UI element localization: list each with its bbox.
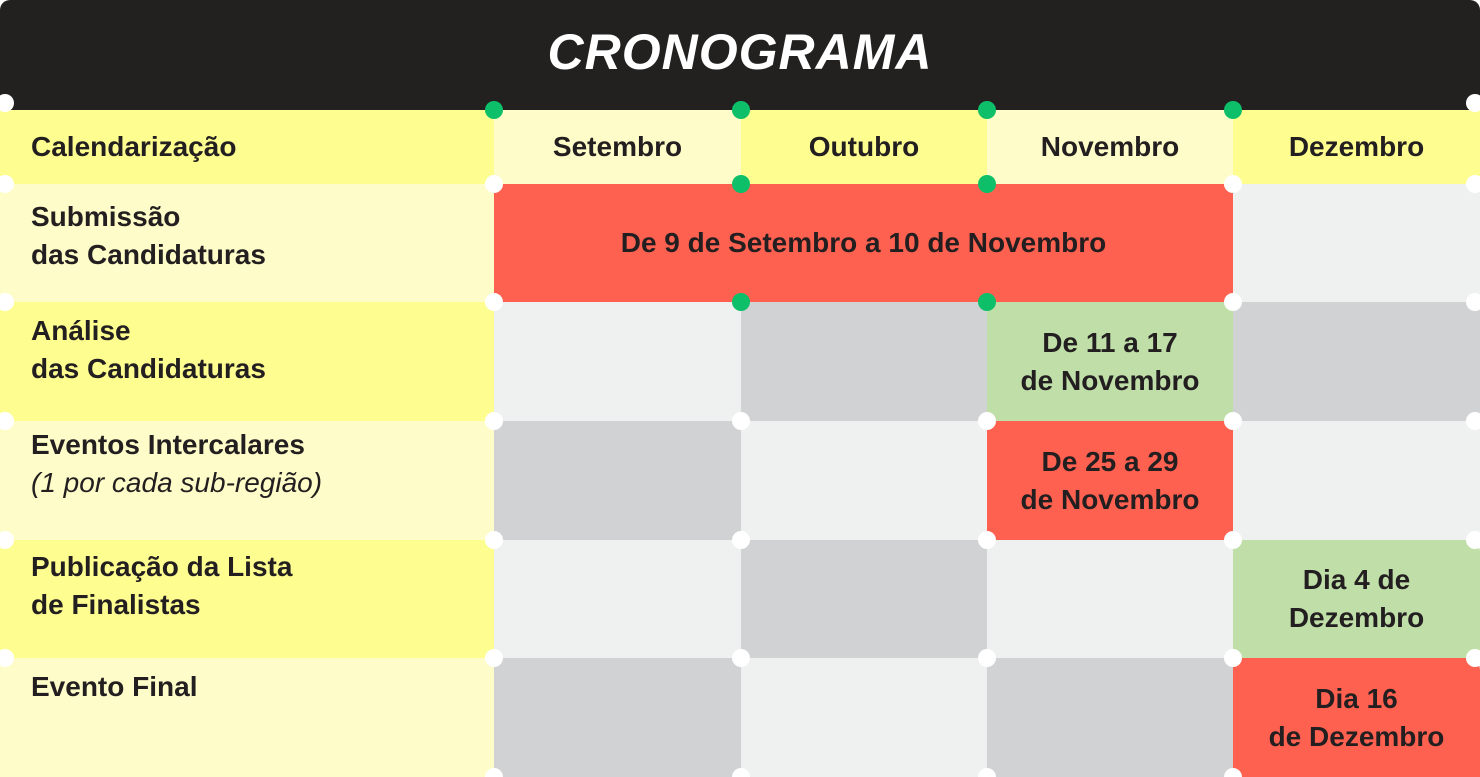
grid-dot bbox=[1466, 94, 1480, 112]
event-text-line1: De 11 a 17 bbox=[1042, 326, 1178, 358]
grid-dot bbox=[1224, 649, 1242, 667]
month-label: Novembro bbox=[1040, 131, 1180, 162]
grid-dot bbox=[1466, 293, 1480, 311]
grid-dot bbox=[1224, 101, 1242, 119]
grid-dot bbox=[732, 293, 750, 311]
grid-dot bbox=[732, 101, 750, 119]
month-november bbox=[987, 110, 1233, 184]
empty-cell bbox=[741, 540, 987, 658]
grid-dot bbox=[978, 293, 996, 311]
header-label: Calendarização bbox=[31, 131, 237, 162]
row-title-2: das Candidaturas bbox=[31, 239, 266, 270]
grid-dot bbox=[1466, 412, 1480, 430]
event-text-line1: Dia 4 de bbox=[1302, 564, 1411, 595]
grid-dot bbox=[485, 531, 503, 549]
grid-dot bbox=[732, 531, 750, 549]
title-bar bbox=[0, 0, 1480, 110]
row-title-2: das Candidaturas bbox=[31, 353, 266, 384]
row-note: (1 por cada sub-região) bbox=[31, 467, 323, 498]
event-analysis-period bbox=[987, 302, 1233, 421]
row-label-final-event bbox=[0, 658, 494, 777]
month-label: Dezembro bbox=[1288, 131, 1425, 162]
grid-dot bbox=[1466, 531, 1480, 549]
grid-dot bbox=[1224, 293, 1242, 311]
row-label-submission bbox=[0, 184, 494, 302]
empty-cell bbox=[741, 658, 987, 777]
empty-cell bbox=[1233, 302, 1480, 421]
row-title: Evento Final bbox=[31, 671, 198, 702]
grid-dot bbox=[485, 175, 503, 193]
empty-cell bbox=[741, 421, 987, 540]
row-label-finalists bbox=[0, 540, 494, 658]
empty-cell bbox=[741, 302, 987, 421]
event-text-line2: de Novembro bbox=[1020, 483, 1200, 515]
event-text-line1: Dia 16 bbox=[1315, 682, 1398, 714]
row-title: Análise bbox=[31, 315, 131, 346]
row-label-analysis bbox=[0, 302, 494, 421]
grid-dot bbox=[978, 101, 996, 119]
grid-dot bbox=[485, 101, 503, 119]
grid-dot bbox=[1224, 531, 1242, 549]
event-finalists-date bbox=[1233, 540, 1480, 658]
month-september bbox=[494, 110, 741, 184]
grid-dot bbox=[485, 293, 503, 311]
month-label: Outubro bbox=[808, 131, 920, 162]
row-title: Publicação da Lista bbox=[31, 551, 293, 582]
page-title: CRONOGRAMA bbox=[547, 24, 933, 80]
grid-dot bbox=[978, 412, 996, 430]
grid-dot bbox=[978, 531, 996, 549]
grid-dot bbox=[1224, 175, 1242, 193]
empty-cell bbox=[494, 540, 741, 658]
month-label: Setembro bbox=[552, 131, 683, 162]
event-submission-period bbox=[494, 184, 1233, 302]
event-text-line2: de Dezembro bbox=[1268, 720, 1445, 752]
row-title-2: de Finalistas bbox=[31, 589, 201, 620]
grid-dot bbox=[978, 175, 996, 193]
grid-dot bbox=[1466, 175, 1480, 193]
grid-dot bbox=[1466, 649, 1480, 667]
grid-dot bbox=[1224, 412, 1242, 430]
grid-dot bbox=[978, 649, 996, 667]
empty-cell bbox=[987, 658, 1233, 777]
event-text-line1: De 25 a 29 bbox=[1041, 445, 1179, 477]
event-final-date bbox=[1233, 658, 1480, 777]
grid-dot bbox=[732, 175, 750, 193]
grid-dot bbox=[485, 649, 503, 667]
event-text-line2: de Novembro bbox=[1020, 364, 1200, 396]
empty-cell bbox=[494, 421, 741, 540]
grid-dot bbox=[485, 412, 503, 430]
month-december bbox=[1233, 110, 1480, 184]
event-text: De 9 de Setembro a 10 de Novembro bbox=[620, 227, 1107, 258]
row-title: Eventos Intercalares bbox=[31, 429, 305, 460]
empty-cell bbox=[987, 540, 1233, 658]
event-intermediate-period bbox=[987, 421, 1233, 540]
month-october bbox=[741, 110, 987, 184]
grid-dot bbox=[732, 412, 750, 430]
row-label-intermediate-events bbox=[0, 421, 494, 540]
empty-cell bbox=[1233, 184, 1480, 302]
row-title: Submissão bbox=[31, 201, 181, 232]
header-label-cell bbox=[0, 110, 494, 184]
grid-dot bbox=[732, 649, 750, 667]
empty-cell bbox=[1233, 421, 1480, 540]
event-text-line2: Dezembro bbox=[1288, 602, 1425, 633]
empty-cell bbox=[494, 658, 741, 777]
empty-cell bbox=[494, 302, 741, 421]
